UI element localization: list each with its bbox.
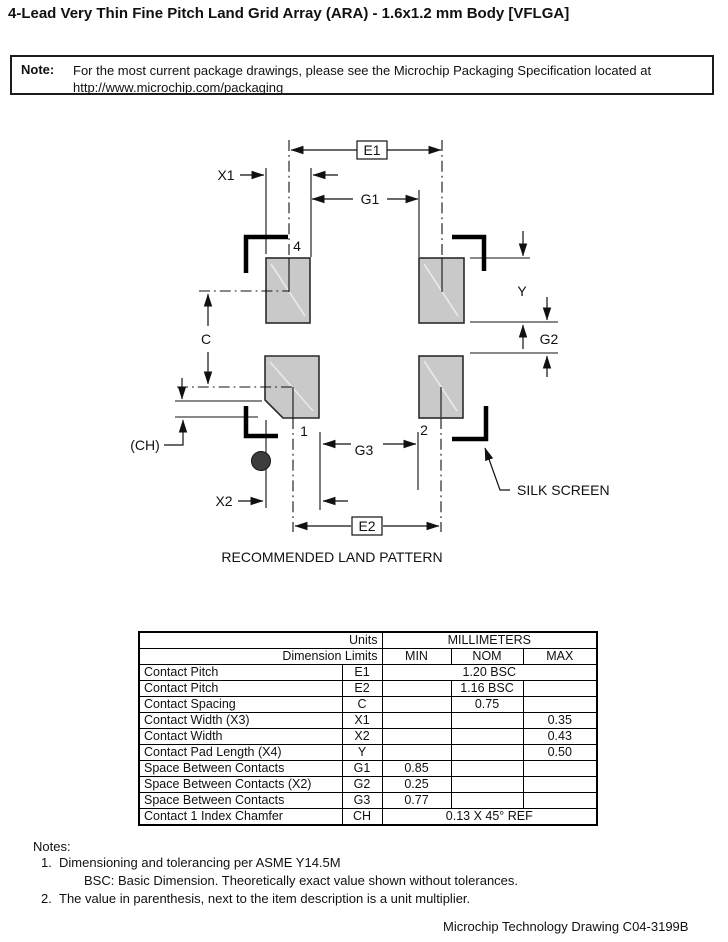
max-cell [523, 681, 597, 697]
note-box-label: Note: [21, 62, 55, 77]
dim-label-g1: G1 [360, 191, 380, 207]
dimension-description-cell: Space Between Contacts (X2) [139, 777, 342, 793]
dimension-description-cell: Space Between Contacts [139, 761, 342, 777]
nom-cell [451, 745, 523, 761]
table-row [139, 681, 597, 697]
nom-cell [451, 729, 523, 745]
dimension-symbol-cell: CH [342, 809, 382, 826]
dimension-description-cell: Space Between Contacts [139, 793, 342, 809]
leader-line [485, 448, 510, 490]
max-cell: 0.35 [523, 713, 597, 729]
dim-label-g2: G2 [539, 331, 559, 347]
page-title: 4-Lead Very Thin Fine Pitch Land Grid Array (ARA) - 1.6x1.2 mm Body [VFLGA] [8, 5, 570, 22]
dim-ch [130, 378, 183, 453]
max-cell [523, 697, 597, 713]
nom-cell: 1.16 BSC [451, 681, 523, 697]
dim-label-e2: E2 [358, 518, 376, 534]
dim-label-ch: (CH) [130, 437, 160, 453]
dimension-symbol-cell: Y [342, 745, 382, 761]
table-header-row [139, 632, 597, 649]
max-cell: 0.43 [523, 729, 597, 745]
dim-label-e1: E1 [363, 142, 381, 158]
span-value-cell: 0.13 X 45° REF [382, 809, 597, 826]
dim-y [517, 231, 527, 349]
pin1-index-dot [252, 452, 271, 471]
dim-label-c: C [200, 331, 212, 347]
max-cell: 0.50 [523, 745, 597, 761]
dimension-symbol-cell: X1 [342, 713, 382, 729]
table-header-row [139, 649, 597, 665]
dim-g2 [540, 297, 559, 377]
table-row [139, 809, 597, 826]
dim-e1 [291, 141, 441, 159]
dimension-symbol-cell: G3 [342, 793, 382, 809]
dimension-description-cell: Contact Pitch [139, 681, 342, 697]
note-1-number: 1. [41, 855, 52, 870]
drawing-number: Microchip Technology Drawing C04-3199B [443, 919, 689, 934]
silkscreen-corner-bottom-left [246, 406, 278, 436]
dimension-symbol-cell: E1 [342, 665, 382, 681]
dim-x2 [215, 493, 348, 509]
table-row [139, 665, 597, 681]
note-1-subtext: BSC: Basic Dimension. Theoretically exact value shown without tolerances. [84, 873, 519, 888]
note-box-url: http://www.microchip.com/packaging [73, 80, 284, 95]
min-cell: 0.85 [382, 761, 451, 777]
min-cell: 0.77 [382, 793, 451, 809]
land-pattern-diagram [0, 118, 728, 588]
dimension-limits-header-cell: Dimension Limits [139, 649, 382, 665]
min-cell [382, 681, 451, 697]
dimension-description-cell: Contact Spacing [139, 697, 342, 713]
dimension-symbol-cell: G2 [342, 777, 382, 793]
extension-lines [175, 168, 558, 510]
dimension-symbol-cell: C [342, 697, 382, 713]
leader-line [164, 420, 183, 445]
note-2-number: 2. [41, 891, 52, 906]
dimension-description-cell: Contact Pad Length (X4) [139, 745, 342, 761]
table-row [139, 713, 597, 729]
dimension-symbol-cell: X2 [342, 729, 382, 745]
table-row [139, 697, 597, 713]
pad-number-1: 1 [300, 423, 308, 439]
nom-cell [451, 793, 523, 809]
dim-x1 [217, 167, 338, 183]
max-header-cell: MAX [523, 649, 597, 665]
max-cell [523, 793, 597, 809]
min-cell [382, 697, 451, 713]
note-box [10, 55, 714, 95]
note-2-text: The value in parenthesis, next to the item description is a unit multiplier. [59, 891, 471, 906]
dim-label-x2: X2 [215, 493, 233, 509]
millimeters-header-cell: MILLIMETERS [382, 632, 597, 649]
pad-number-2: 2 [420, 422, 428, 438]
dim-label-x1: X1 [217, 167, 235, 183]
note-1-text: Dimensioning and tolerancing per ASME Y14.5M [59, 855, 341, 870]
min-cell [382, 713, 451, 729]
dimension-symbol-cell: E2 [342, 681, 382, 697]
notes-heading: Notes: [33, 839, 71, 854]
dim-c [201, 294, 211, 384]
dim-label-g3: G3 [354, 442, 374, 458]
table-row [139, 761, 597, 777]
min-header-cell: MIN [382, 649, 451, 665]
note-box-line1: For the most current package drawings, please see the Microchip Packaging Specification located at [73, 63, 652, 78]
nom-cell [451, 761, 523, 777]
silk-screen-label: SILK SCREEN [517, 482, 610, 498]
dimension-description-cell: Contact Pitch [139, 665, 342, 681]
dimension-symbol-cell: G1 [342, 761, 382, 777]
note-box-text [73, 62, 708, 96]
nom-header-cell: NOM [451, 649, 523, 665]
dimension-description-cell: Contact Width [139, 729, 342, 745]
silkscreen-callout [485, 448, 610, 498]
dimension-description-cell: Contact 1 Index Chamfer [139, 809, 342, 826]
nom-cell [451, 777, 523, 793]
nom-cell [451, 713, 523, 729]
dim-g3 [323, 442, 416, 458]
dimension-description-cell: Contact Width (X3) [139, 713, 342, 729]
dim-label-y: Y [517, 283, 527, 299]
dimensions-table-container [138, 631, 598, 826]
min-cell [382, 729, 451, 745]
dim-e2 [295, 517, 439, 535]
pad-number-4: 4 [293, 238, 301, 254]
table-row [139, 793, 597, 809]
units-header-cell: Units [139, 632, 382, 649]
dimensions-table [138, 631, 598, 826]
nom-cell: 0.75 [451, 697, 523, 713]
max-cell [523, 777, 597, 793]
max-cell [523, 761, 597, 777]
min-cell: 0.25 [382, 777, 451, 793]
dim-g1 [312, 191, 418, 207]
table-row [139, 729, 597, 745]
table-row [139, 777, 597, 793]
diagram-caption: RECOMMENDED LAND PATTERN [221, 549, 443, 565]
land-pads [265, 258, 464, 418]
span-value-cell: 1.20 BSC [382, 665, 597, 681]
min-cell [382, 745, 451, 761]
table-row [139, 745, 597, 761]
